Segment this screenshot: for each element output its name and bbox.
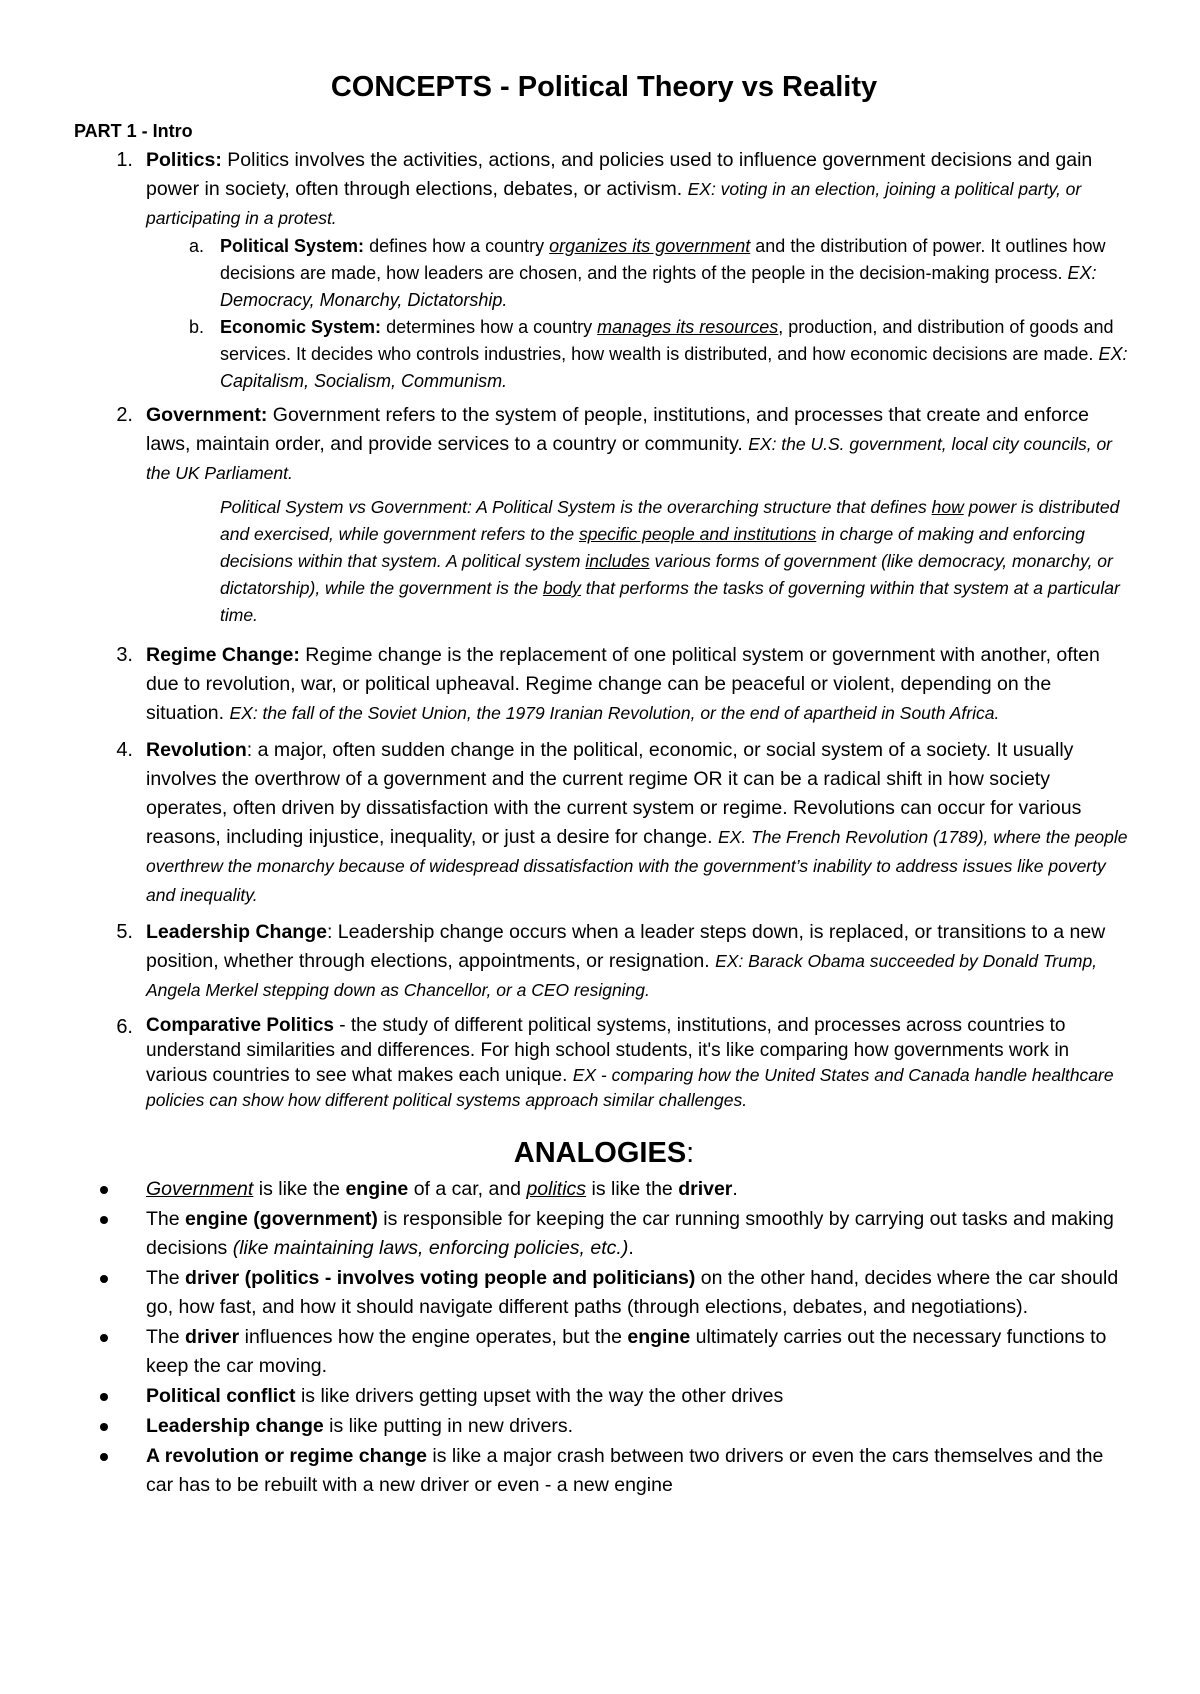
bullet-icon [74, 1205, 146, 1263]
concept-term: Government: [146, 404, 268, 426]
list-item [74, 1412, 1134, 1441]
concept-term: Politics: [146, 149, 222, 171]
list-number: 5. [116, 921, 133, 943]
concept-term: Leadership Change [146, 921, 327, 943]
subconcept-text: determines how a country [381, 317, 598, 337]
list-letter: a. [188, 236, 204, 256]
analogies-list [74, 1175, 1134, 1500]
bullet-icon [74, 1382, 146, 1411]
bold-phrase: driver [678, 1178, 733, 1200]
bold-phrase: Political conflict [146, 1385, 296, 1407]
subconcept-term: Political System: [220, 236, 365, 256]
underlined-phrase: body [542, 578, 581, 598]
concept-politics [74, 146, 1134, 233]
concept-text: Government refers to the system of people, institutions, and processes that create and enforce laws, maintain order, and provide services to a country or community. [146, 404, 1089, 455]
analogy-text [146, 1323, 1134, 1381]
underlined-phrase: organizes its government [549, 236, 751, 256]
list-item [74, 1323, 1134, 1381]
list-number: 6. [116, 1016, 133, 1038]
concept-example: EX - comparing how the United States and Canada handle healthcare policies can show how different political systems approach similar challenges. [146, 1065, 1114, 1110]
list-number: 1. [116, 149, 133, 171]
list-item [74, 1442, 1134, 1500]
bold-phrase: engine [345, 1178, 409, 1200]
bold-phrase: A revolution or regime change [146, 1445, 427, 1467]
analogy-fragment: of a car, and [408, 1178, 527, 1200]
analogy-fragment: is like a major crash between two drivers or even the cars themselves and the car has to be rebuilt with a new driver or even - a new engine [146, 1445, 1104, 1496]
analogy-text [146, 1175, 1134, 1204]
underlined-phrase: politics [526, 1178, 587, 1200]
concept-example: EX: voting in an election, joining a political party, or participating in a protest. [146, 179, 1082, 228]
analogy-fragment: influences how the engine operates, but the [239, 1326, 628, 1348]
concept-body [146, 736, 1134, 910]
subconcept-body [220, 314, 1134, 395]
bold-phrase: driver [185, 1326, 240, 1348]
list-item [74, 1205, 1134, 1263]
list-item [74, 1264, 1134, 1322]
bold-phrase: Leadership change [146, 1415, 324, 1437]
subconcept-text: , production, and distribution of goods and services. It decides who controls industries, how wealth is distributed, and how economic decisions are made. [220, 317, 1114, 364]
bullet-icon [74, 1412, 146, 1441]
analogy-fragment: is like drivers getting upset with the way the other drives [295, 1385, 784, 1407]
analogies-heading [74, 1135, 1134, 1171]
list-item [74, 1175, 1134, 1204]
concept-body [146, 1013, 1134, 1113]
analogy-fragment: The [146, 1267, 186, 1289]
subconcept-example: EX: Democracy, Monarchy, Dictatorship. [220, 263, 1097, 310]
concept-regime-change [74, 641, 1134, 728]
concept-text: : Leadership change occurs when a leader steps down, is replaced, or transitions to a new position, whether through elections, appointments, or resignation. [146, 921, 1106, 972]
note-text: that performs the tasks of governing within that system at a particular time. [220, 578, 1120, 625]
analogies-heading-colon: : [686, 1137, 695, 1169]
concept-term: Comparative Politics [146, 1015, 334, 1036]
analogy-text [146, 1442, 1134, 1500]
analogy-fragment: is like the [586, 1178, 679, 1200]
bullet-icon [74, 1264, 146, 1322]
italic-phrase: (like maintaining laws, enforcing policies, etc.) [232, 1237, 629, 1259]
concept-example: EX: the U.S. government, local city councils, or the UK Parliament. [146, 434, 1113, 483]
subconcept-term: Economic System: [220, 317, 382, 337]
underlined-phrase: Government [146, 1178, 254, 1200]
concept-government [74, 401, 1134, 488]
bullet-icon [74, 1175, 146, 1204]
underlined-phrase: includes [585, 551, 650, 571]
concept-text: - the study of different political systems, institutions, and processes across countries to understand similarities and differences. For high school students, it's like comparing how governments work in various countries to see what makes each unique. [146, 1015, 1070, 1086]
underlined-phrase: manages its resources [597, 317, 779, 337]
list-number: 4. [116, 739, 133, 761]
list-number: 2. [116, 404, 133, 426]
concept-example: EX. The French Revolution (1789), where the people overthrew the monarchy because of widespread dissatisfaction with the government’s inability to address issues like poverty and inequality. [146, 827, 1128, 905]
subconcept-body [220, 233, 1134, 314]
bold-phrase: driver (politics - involves voting people and politicians) [185, 1267, 696, 1289]
concept-body [146, 918, 1134, 1005]
underlined-phrase: how [931, 497, 964, 517]
analogy-fragment: is like the [253, 1178, 346, 1200]
analogies-heading-text: ANALOGIES [513, 1137, 687, 1169]
concept-body [146, 401, 1134, 488]
subconcept-text: defines how a country [364, 236, 550, 256]
analogy-fragment: The [146, 1326, 186, 1348]
analogy-fragment: is responsible for keeping the car running smoothly by carrying out tasks and making decisions [146, 1208, 1114, 1259]
analogy-text [146, 1382, 1134, 1411]
subconcept-text: and the distribution of power. It outlines how decisions are made, how leaders are chosen, and the rights of the people in the decision-making process. [220, 236, 1106, 283]
concept-term: Revolution [146, 739, 247, 761]
concept-example: EX: the fall of the Soviet Union, the 1979 Iranian Revolution, or the end of apartheid in South Africa. [229, 703, 1000, 723]
bold-phrase: engine [627, 1326, 691, 1348]
concept-revolution [74, 736, 1134, 910]
list-item [74, 1382, 1134, 1411]
note-text: power is distributed and exercised, while government refers to the [220, 497, 1120, 544]
analogy-fragment: on the other hand, decides where the car should go, how fast, and how it should navigate different paths (through elections, debates, and negotiations). [146, 1267, 1119, 1318]
concept-example: EX: Barack Obama succeeded by Donald Trump, Angela Merkel stepping down as Chancellor, or a CEO resigning. [146, 951, 1098, 1000]
analogy-text [146, 1412, 1134, 1441]
concept-leadership-change [74, 918, 1134, 1005]
analogy-fragment: . [732, 1178, 738, 1200]
bullet-icon [74, 1442, 146, 1500]
bullet-icon [74, 1323, 146, 1381]
document-title: CONCEPTS - Political Theory vs Reality [330, 71, 878, 103]
underlined-phrase: specific people and institutions [578, 524, 817, 544]
analogy-text [146, 1264, 1134, 1322]
concept-body [146, 641, 1134, 728]
bold-phrase: engine (government) [185, 1208, 378, 1230]
list-number: 3. [116, 644, 133, 666]
concept-text: Regime change is the replacement of one political system or government with another, often due to revolution, war, or political upheaval. Regime change can be peaceful or violent, depending on the situation. [146, 644, 1100, 724]
note-text: Political System vs Government: A Political System is the overarching structure that defines [220, 497, 932, 517]
analogy-fragment: . [628, 1237, 634, 1259]
document-page [74, 70, 1134, 1501]
note-text: in charge of making and enforcing decisions within that system. A political system [220, 524, 1085, 571]
analogy-fragment: is like putting in new drivers. [323, 1415, 573, 1437]
subconcept-example: EX: Capitalism, Socialism, Communism. [220, 344, 1128, 391]
part-heading: PART 1 - Intro [74, 121, 193, 141]
list-letter: b. [188, 317, 204, 337]
concept-text: Politics involves the activities, actions, and policies used to influence government decisions and gain power in society, often through elections, debates, or activism. [146, 149, 1093, 200]
analogy-fragment: The [146, 1208, 186, 1230]
subconcept-economic-system [146, 314, 1134, 395]
comparison-note [220, 494, 1134, 629]
subconcept-political-system [146, 233, 1134, 314]
analogy-text [146, 1205, 1134, 1263]
note-text: various forms of government (like democracy, monarchy, or dictatorship), while the government is the [220, 551, 1113, 598]
concept-comparative-politics [74, 1013, 1134, 1113]
analogy-fragment: ultimately carries out the necessary functions to keep the car moving. [146, 1326, 1107, 1377]
concept-text: : a major, often sudden change in the political, economic, or social system of a society. It usually involves the overthrow of a government and the current regime OR it can be a radical shift in how society operates, often driven by dissatisfaction with the current system or regime. Revolutions can occur for various reasons, including injustice, inequality, or just a desire for change. [146, 739, 1082, 848]
concept-body [146, 146, 1134, 233]
concept-term: Regime Change: [146, 644, 300, 666]
